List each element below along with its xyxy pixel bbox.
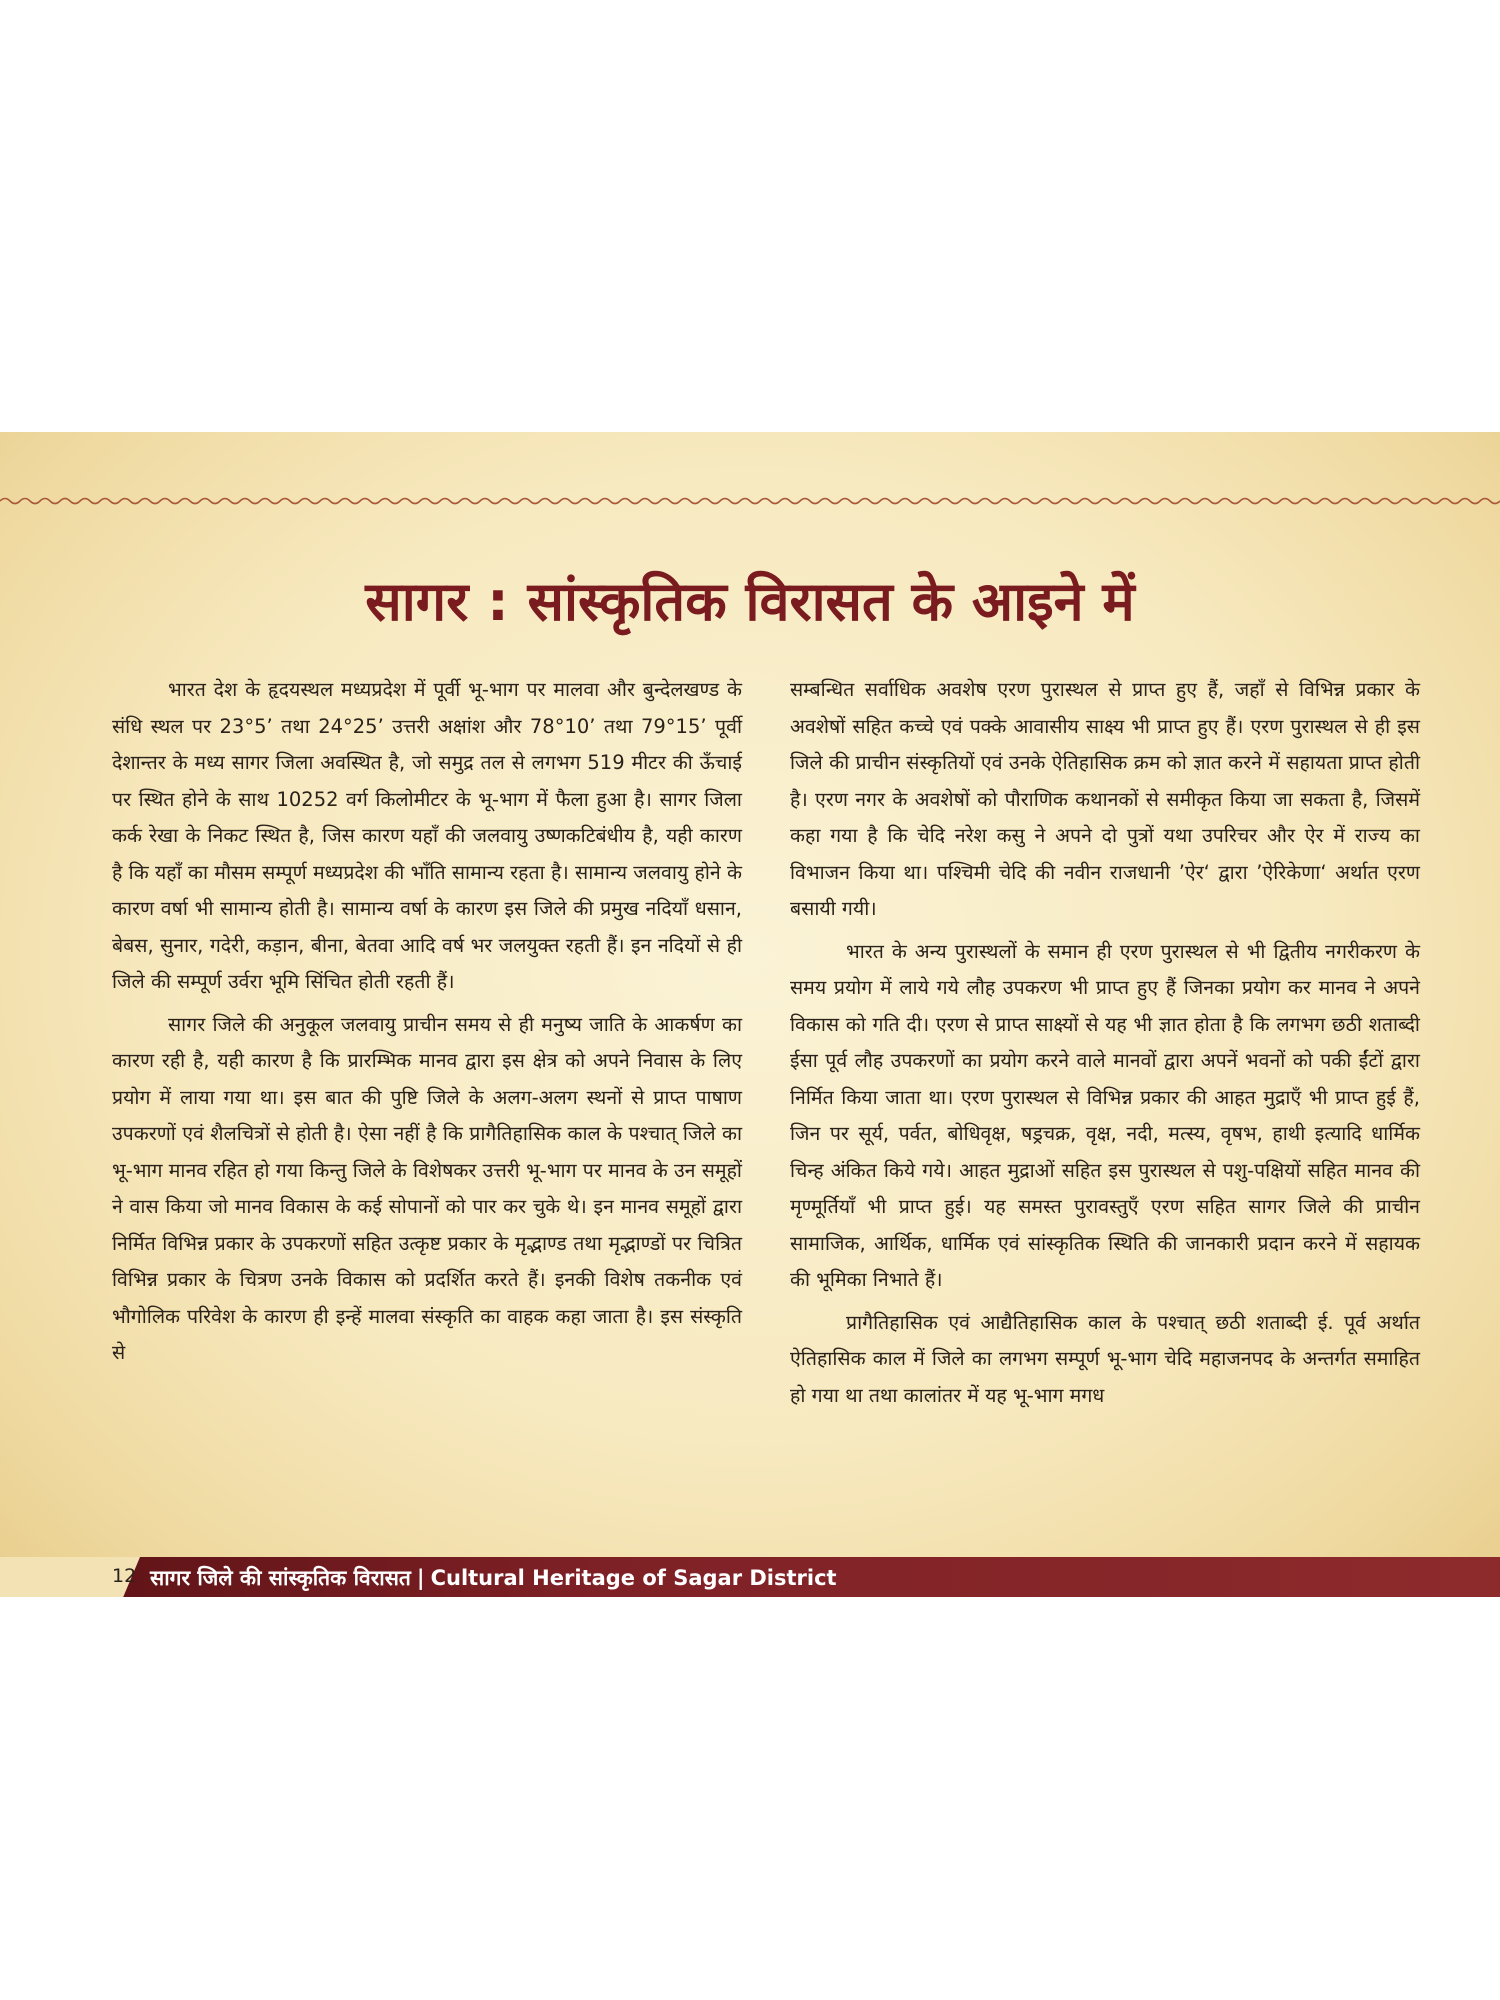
left-paragraph-2: सागर जिले की अनुकूल जलवायु प्राचीन समय से ही मनुष्य जाति के आकर्षण का कारण रही है, यही कारण है कि प्रारम्भिक मानव द्वारा इस क्षेत्र को अपने निवास के लिए प्रयोग में लाया गया था। इस बात की पुष्टि जिले के अलग-अलग स्थनों से प्राप्त पाषाण उपकरणों एवं शैलचित्रों से होती है। ऐसा नहीं है कि प्रागैतिहासिक काल के पश्चात् जिले का भू-भाग मानव रहित हो गया किन्तु जिले के विशेषकर उत्तरी भू-भाग पर मानव के उन समूहों ने वास किया जो मानव विकास के कई सोपानों को पार कर चुके थे। इन मानव समूहों द्वारा निर्मित विभिन्न प्रकार के उपकरणों सहित उत्कृष्ट प्रकार के मृद्भाण्ड तथा मृद्भाण्डों पर चित्रित विभिन्न प्रकार के चित्रण उनके विकास को प्रदर्शित करते हैं। इनकी विशेष तकनीक एवं भौगोलिक परिवेश के कारण ही इन्हें मालवा संस्कृति का वाहक कहा जाता है। इस संस्कृति से (112, 1012, 743, 1364)
page-number: 12 (112, 1565, 137, 1587)
right-paragraph-3: प्रागैतिहासिक एवं आद्यैतिहासिक काल के पश्चात् छठी शताब्दी ई. पूर्व अर्थात ऐतिहासिक काल में जिले का लगभग सम्पूर्ण भू-भाग चेदि महाजनपद के अन्तर्गत समाहित हो गया था तथा कालांतर में यह भू-भाग मगध (790, 1310, 1420, 1407)
footer-separator: | (416, 1566, 425, 1590)
right-paragraph-1: सम्बन्धित सर्वाधिक अवशेष एरण पुरास्थल से प्राप्त हुए हैं, जहाँ से विभिन्न प्रकार के अवशेषों सहित कच्चे एवं पक्के आवासीय साक्ष्य भी प्राप्त हुए हैं। एरण पुरास्थल से ही इस जिले की प्राचीन संस्कृतियों एवं उनके ऐतिहासिक क्रम को ज्ञात करने में सहायता प्राप्त होती है। एरण नगर के अवशेषों को पौराणिक कथानकों से समीकृत किया जा सकता है, जिसमें कहा गया है कि चेदि नरेश कसु ने अपने दो पुत्रों यथा उपरिचर और ऐर में राज्य का विभाजन किया था। पश्चिमी चेदि की नवीन राजधानी ’ऐर‘ द्वारा ’ऐरिकेणा‘ अर्थात एरण बसायी गयी। (790, 678, 1420, 920)
left-column (112, 672, 742, 1378)
left-paragraph-1: भारत देश के हृदयस्थल मध्यप्रदेश में पूर्वी भू-भाग पर मालवा और बुन्देलखण्ड के संधि स्थल पर 23°5’ तथा 24°25’ उत्तरी अक्षांश और 78°10’ तथा 79°15’ पूर्वी देशान्तर के मध्य सागर जिला अवस्थित है, जो समुद्र तल से लगभग 519 मीटर की ऊँचाई पर स्थित होने के साथ 10252 वर्ग किलोमीटर के भू-भाग में फैला हुआ है। सागर जिला कर्क रेखा के निकट स्थित है, जिस कारण यहाँ की जलवायु उष्णकटिबंधीय है, यही कारण है कि यहाँ का मौसम सम्पूर्ण मध्यप्रदेश की भाँति सामान्य रहता है। सामान्य जलवायु होने के कारण वर्षा भी सामान्य होती है। सामान्य वर्षा के कारण इस जिले की प्रमुख नदियाँ धसान, बेबस, सुनार, गदेरी, कड़ान, बीना, बेतवा आदि वर्ष भर जलयुक्त रहती हैं। इन नदियों से ही जिले की सम्पूर्ण उर्वरा भूमि सिंचित होती रहती हैं। (112, 678, 742, 993)
decorative-wave-border (0, 496, 1500, 506)
right-paragraph-2: भारत के अन्य पुरास्थलों के समान ही एरण पुरास्थल से भी द्वितीय नगरीकरण के समय प्रयोग में लाये गये लौह उपकरण भी प्राप्त हुए हैं जिनका प्रयोग कर मानव ने अपने विकास को गति दी। एरण से प्राप्त साक्ष्यों से यह भी ज्ञात होता है कि लगभग छठी शताब्दी ईसा पूर्व लौह उपकरणों का प्रयोग करने वाले मानवों द्वारा अपनें भवनों को पकी ईंटों द्वारा निर्मित किया जाता था। एरण पुरास्थल से विभिन्न प्रकार की आहत मुद्राएँ भी प्राप्त हुई हैं, जिन पर सूर्य, पर्वत, बोधिवृक्ष, षड्रचक्र, वृक्ष, नदी, मत्स्य, वृषभ, हाथी इत्यादि धार्मिक चिन्ह अंकित किये गये। आहत मुद्राओं सहित इस पुरास्थल से पशु-पक्षियों सहित मानव की मृण्मूर्तियाँ भी प्राप्त हुई। यह समस्त पुरावस्तुएँ एरण सहित सागर जिले की प्राचीन सामाजिक, आर्थिक, धार्मिक एवं सांस्कृतिक स्थिति की जानकारी प्रदान करने में सहायक की भूमिका निभाते हैं। (790, 939, 1420, 1291)
footer-title (150, 1564, 837, 1592)
book-page (0, 432, 1500, 1597)
footer-title-english: Cultural Heritage of Sagar District (430, 1566, 837, 1590)
right-column (790, 672, 1420, 1420)
page-title: सागर : सांस्कृतिक विरासत के आइने में (365, 570, 1135, 633)
footer-title-hindi: सागर जिले की सांस्कृतिक विरासत (150, 1566, 411, 1590)
footer-bar (0, 1557, 1500, 1597)
